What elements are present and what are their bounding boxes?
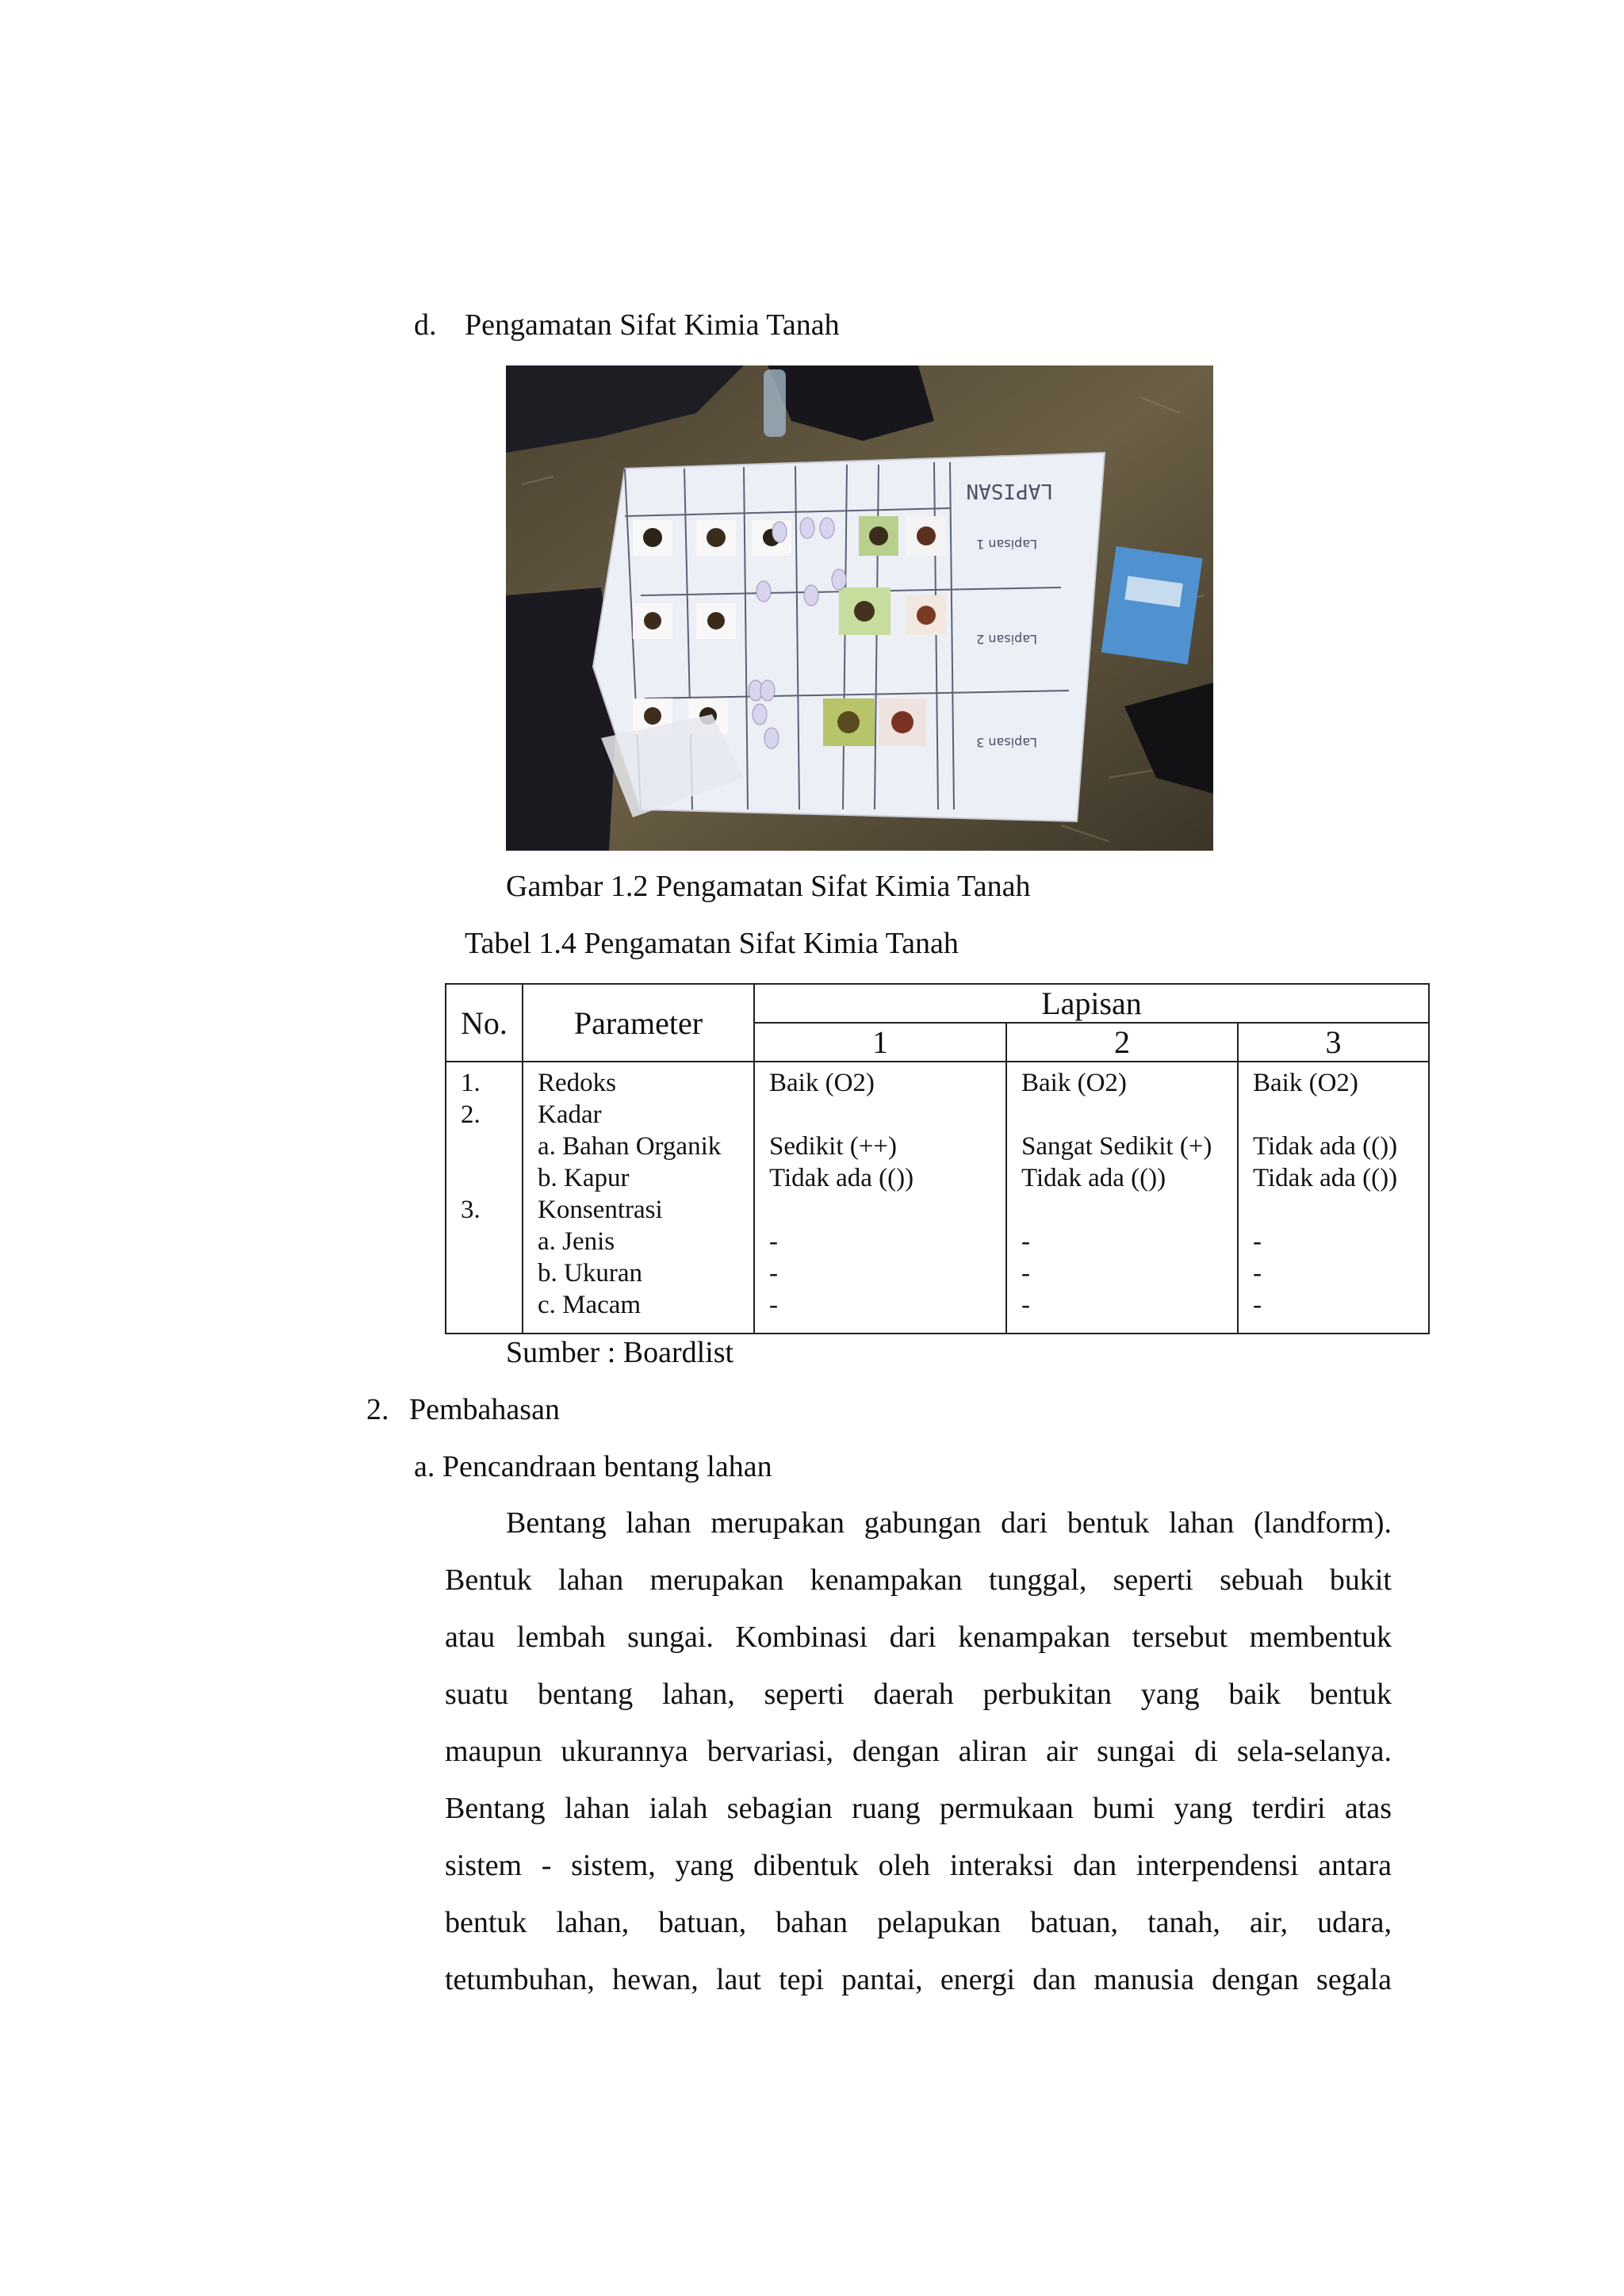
paragraph-line: Bentang lahan ialah sebagian ruang permukaan bumi yang terdiri atas <box>445 1792 1392 1825</box>
board-title: LAPISAN <box>966 479 1053 503</box>
table-cell: Redoks <box>538 1069 616 1097</box>
table-cell <box>461 1257 522 1289</box>
table-cell: - <box>769 1259 778 1288</box>
table-cell: Sedikit (++) <box>769 1132 897 1161</box>
table-cell <box>769 1194 1005 1226</box>
table-cell: a. Jenis <box>538 1227 615 1256</box>
table-cell: Tidak ada (()) <box>1021 1164 1166 1192</box>
header-layer-2: 2 <box>1006 1023 1238 1062</box>
table-cell: c. Macam <box>538 1291 642 1319</box>
table-cell <box>1021 1194 1237 1226</box>
heading-d-text: Pengamatan Sifat Kimia Tanah <box>465 308 840 342</box>
column-parameters <box>523 1062 754 1334</box>
table-cell: b. Ukuran <box>538 1259 642 1288</box>
table-cell: Baik (O2) <box>1021 1069 1127 1097</box>
header-no: No. <box>446 984 523 1062</box>
table-cell: Tidak ada (()) <box>1253 1132 1398 1161</box>
section-heading-d <box>414 308 840 344</box>
table-cell: Tidak ada (()) <box>769 1164 914 1192</box>
table-cell <box>461 1289 522 1321</box>
table-cell: Baik (O2) <box>769 1069 875 1097</box>
table-cell: a. Bahan Organik <box>538 1132 722 1161</box>
paragraph-line: atau lembah sungai. Kombinasi dari kenampakan tersebut membentuk <box>445 1621 1392 1654</box>
table-cell: - <box>1021 1227 1030 1256</box>
table-cell: - <box>1253 1227 1262 1256</box>
chemical-properties-table <box>445 983 1430 1334</box>
table-cell: Sangat Sedikit (+) <box>1021 1132 1212 1161</box>
column-numbers <box>446 1062 523 1334</box>
paragraph-line: Bentang lahan merupakan gabungan dari bentuk lahan (landform). <box>506 1506 1392 1540</box>
table-cell: - <box>769 1291 778 1319</box>
table-cell <box>1253 1099 1428 1131</box>
column-layer-1 <box>754 1062 1006 1334</box>
paragraph-line: Bentuk lahan merupakan kenampakan tunggal, seperti sebuah bukit <box>445 1563 1392 1597</box>
table-cell: Baik (O2) <box>1253 1069 1358 1097</box>
table-source: Sumber : Boardlist <box>506 1336 734 1369</box>
table-cell <box>461 1226 522 1257</box>
figure-photo <box>506 365 1213 851</box>
board-row-2: Lapisan 2 <box>976 632 1037 647</box>
table-cell: - <box>1021 1291 1030 1319</box>
table-cell: - <box>769 1227 778 1256</box>
board-row-1: Lapisan 1 <box>976 537 1037 552</box>
field-photo-illustration <box>506 365 1213 851</box>
table-cell <box>1021 1099 1237 1131</box>
paragraph-line: tetumbuhan, hewan, laut tepi pantai, energi dan manusia dengan segala <box>445 1963 1392 1996</box>
table-cell <box>461 1131 522 1162</box>
header-lapisan: Lapisan <box>754 984 1429 1023</box>
table-cell: - <box>1253 1259 1262 1288</box>
heading-d-label: d. <box>414 308 437 342</box>
table-cell: - <box>1021 1259 1030 1288</box>
header-layer-3: 3 <box>1238 1023 1429 1062</box>
table-cell: 3. <box>461 1196 481 1224</box>
column-layer-2 <box>1006 1062 1238 1334</box>
column-layer-3 <box>1238 1062 1429 1334</box>
table-cell <box>1253 1194 1428 1226</box>
paragraph-line: bentuk lahan, batuan, bahan pelapukan batuan, tanah, air, udara, <box>445 1906 1392 1939</box>
paragraph-line: sistem - sistem, yang dibentuk oleh interaksi dan interpendensi antara <box>445 1849 1392 1882</box>
table-cell: Konsentrasi <box>538 1196 663 1224</box>
paragraph-line: maupun ukurannya bervariasi, dengan aliran air sungai di sela-selanya. <box>445 1735 1392 1768</box>
subsection-heading-a: a. Pencandraan bentang lahan <box>414 1450 772 1483</box>
table-cell: 1. <box>461 1069 481 1097</box>
table-cell: 2. <box>461 1100 481 1129</box>
header-parameter: Parameter <box>523 984 754 1062</box>
section-heading-2 <box>366 1392 560 1429</box>
header-layer-1: 1 <box>754 1023 1006 1062</box>
board-row-3: Lapisan 3 <box>976 735 1037 750</box>
table-cell <box>461 1162 522 1194</box>
table-cell: - <box>1253 1291 1262 1319</box>
paragraph-line: suatu bentang lahan, seperti daerah perbukitan yang baik bentuk <box>445 1678 1392 1711</box>
table-caption: Tabel 1.4 Pengamatan Sifat Kimia Tanah <box>465 927 959 960</box>
figure-caption: Gambar 1.2 Pengamatan Sifat Kimia Tanah <box>506 870 1031 903</box>
water-bottle <box>764 369 786 437</box>
table-cell: b. Kapur <box>538 1164 630 1192</box>
table-cell: Kadar <box>538 1100 602 1129</box>
blue-booklet <box>1101 546 1203 664</box>
body-paragraph <box>445 1502 1392 2016</box>
table-cell <box>769 1099 1005 1131</box>
table-cell: Tidak ada (()) <box>1253 1164 1398 1192</box>
heading-2-text: Pembahasan <box>409 1393 560 1426</box>
heading-2-label: 2. <box>366 1393 389 1426</box>
